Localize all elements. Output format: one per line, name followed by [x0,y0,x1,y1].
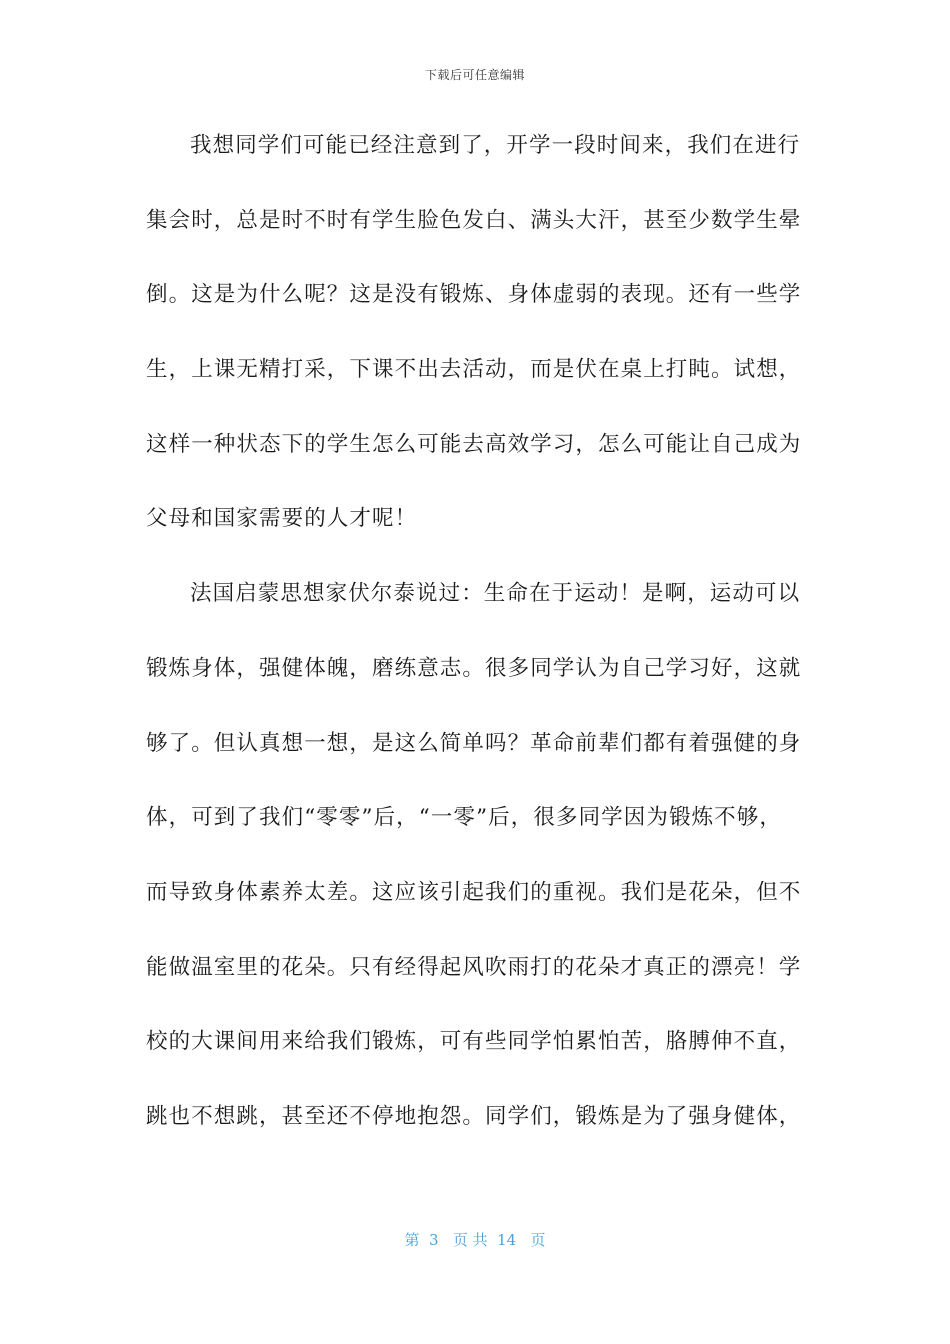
page-number-footer: 第 3 页 共 14 页 [404,1231,546,1249]
paragraph-line: 校的大课间用来给我们锻炼，可有些同学怕累怕苦，胳膊伸不直， [146,1029,802,1055]
paragraph-line: 体，可到了我们“零零”后，“一零”后，很多同学因为锻炼不够， [146,805,782,831]
paragraph-line: 够了。但认真想一想，是这么简单吗？革命前辈们都有着强健的身 [146,730,802,756]
paragraph-line: 跳也不想跳，甚至还不停地抱怨。同学们，锻炼是为了强身健体， [146,1103,802,1129]
paragraph-line: 父母和国家需要的人才呢！ [146,506,418,532]
paragraph-line: 集会时，总是时不时有学生脸色发白、满头大汗，甚至少数学生晕 [146,207,802,233]
paragraph-line: 倒。这是为什么呢？这是没有锻炼、身体虚弱的表现。还有一些学 [146,282,802,308]
paragraph-line: 生，上课无精打采，下课不出去活动，而是伏在桌上打盹。试想， [146,357,802,383]
page-header: 下载后可任意编辑 [424,68,525,82]
document-body [146,121,806,1167]
paragraph-line: 锻炼身体，强健体魄，磨练意志。很多同学认为自己学习好，这就 [146,655,802,681]
paragraph-line: 而导致身体素养太差。这应该引起我们的重视。我们是花朵，但不 [146,879,802,905]
paragraph-line: 我想同学们可能已经注意到了，开学一段时间来，我们在进行 [190,133,801,158]
paragraph-line: 法国启蒙思想家伏尔泰说过：生命在于运动！是啊，运动可以 [190,581,801,607]
paragraph-line: 能做温室里的花朵。只有经得起风吹雨打的花朵才真正的漂亮！学 [146,954,802,980]
paragraph-line: 这样一种状态下的学生怎么可能去高效学习，怎么可能让自己成为 [146,431,802,457]
